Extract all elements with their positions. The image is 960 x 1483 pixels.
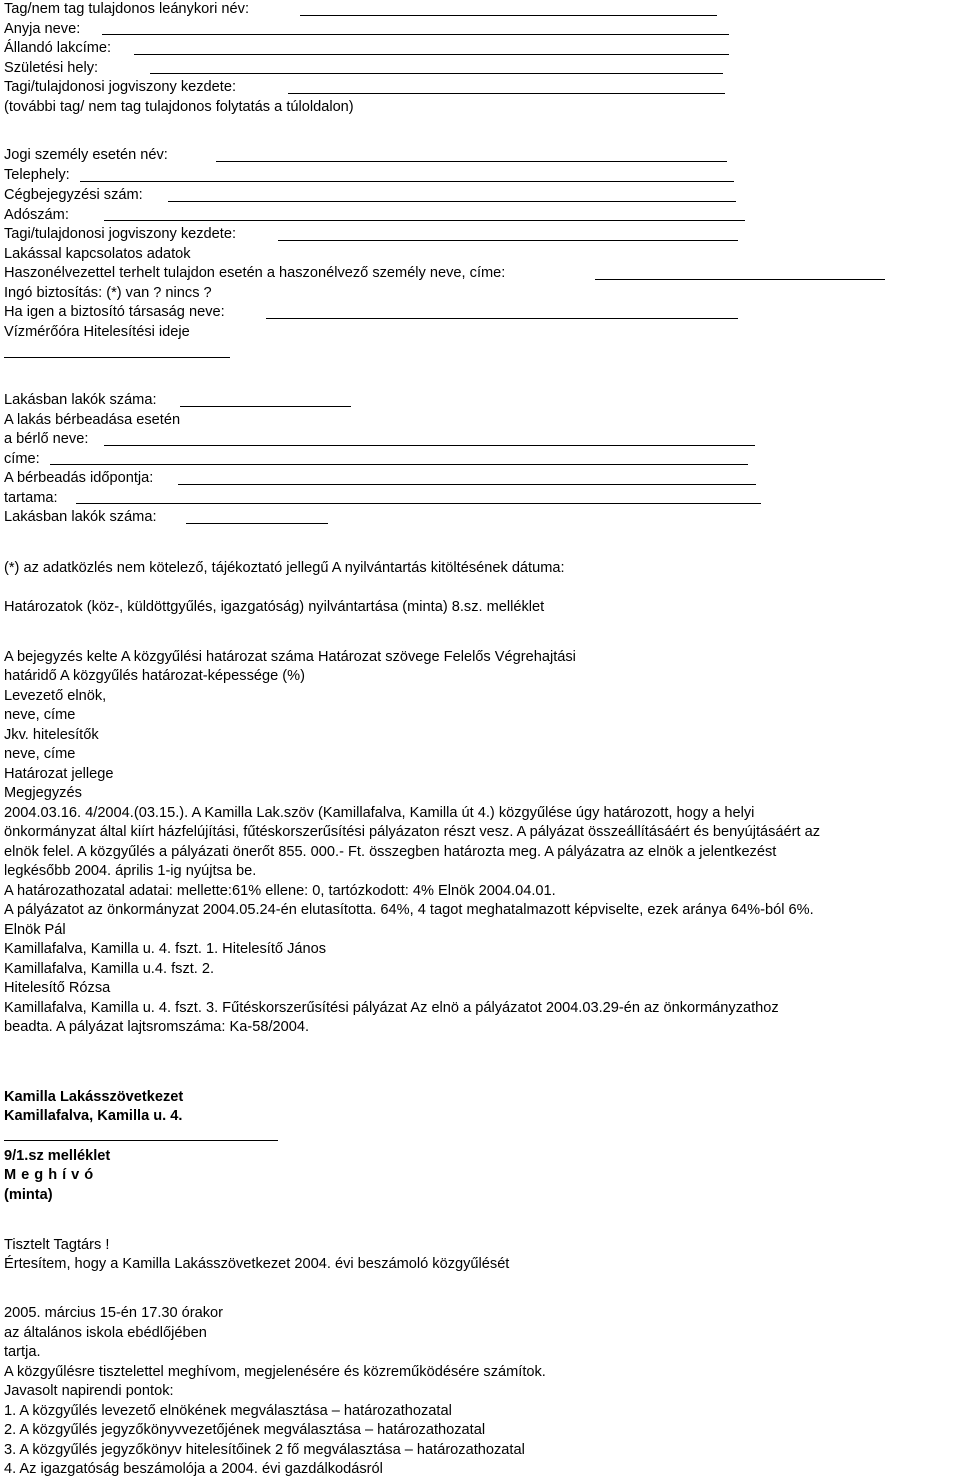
annex8-entry-line: A határozathozatal adatai: mellette:61% ellene: 0, tartózkodott: 4% Elnök 2004.04.01. <box>4 882 556 899</box>
field-blank-tenant-address[interactable] <box>50 464 748 465</box>
field-label-rental-duration: tartama: <box>4 489 58 506</box>
org-name: Kamilla Lakásszövetkezet <box>4 1088 184 1105</box>
field-blank-address[interactable] <box>134 54 729 55</box>
field-blank-maiden-name[interactable] <box>300 15 717 16</box>
annex8-entry-line: 2004.03.16. 4/2004.(03.15.). A Kamilla Lak.szöv (Kamillafalva, Kamilla út 4.) közgyűlése úgy határozott, hogy a helyi <box>4 804 755 821</box>
field-label-birthplace: Születési hely: <box>4 59 99 76</box>
annex8-entry-line: önkormányzat által kiírt házfelújítási, fűtéskorszerűsítési pályázaton részt vesz. A pályázat összeállításáért és benyújtásáért az <box>4 824 821 840</box>
field-label-tax-number: Adószám: <box>4 206 69 223</box>
invitation-subtitle: (minta) <box>4 1186 53 1203</box>
field-blank-tenant-name[interactable] <box>104 445 755 446</box>
annex8-entry-line: legkésőbb 2004. április 1-ig nyújtsa be. <box>4 863 257 879</box>
field-blank-rental-date[interactable] <box>178 484 756 485</box>
field-label-company-reg: Cégbejegyzési szám: <box>4 187 143 203</box>
field-blank-water-meter[interactable] <box>4 357 230 358</box>
agenda-item: 4. Az igazgatóság beszámolója a 2004. évi gazdálkodásról <box>4 1461 383 1477</box>
annex8-header-line: neve, címe <box>4 707 76 723</box>
rental-heading: A lakás bérbeadása esetén <box>4 411 181 428</box>
field-label-entity-membership-start: Tagi/tulajdonosi jogviszony kezdete: <box>4 226 237 242</box>
annex8-header-line: Jkv. hitelesítők <box>4 726 99 743</box>
field-label-insurance: Ingó biztosítás: (*) van ? nincs ? <box>4 284 212 301</box>
annex8-entry-line: beadta. A pályázat lajtsromszáma: Ka-58/2004. <box>4 1019 310 1035</box>
field-label-maiden-name: Tag/nem tag tulajdonos leánykori név: <box>4 1 250 17</box>
field-label-usufruct: Haszonélvezettel terhelt tulajdon esetén a haszonélvező személy neve, címe: <box>4 265 506 281</box>
intro-text: Értesítem, hogy a Kamilla Lakásszövetkezet 2004. évi beszámoló közgyűlését <box>4 1256 510 1272</box>
field-blank-tax-number[interactable] <box>104 220 745 221</box>
request-text: A közgyűlésre tisztelettel meghívom, megjelenésére és közreműködésére számítok. <box>4 1363 546 1380</box>
field-label-residents: Lakásban lakók száma: <box>4 392 157 408</box>
field-label-tenant-address: címe: <box>4 450 40 467</box>
field-label-membership-start: Tagi/tulajdonosi jogviszony kezdete: <box>4 79 237 95</box>
annex8-entry-line: elnök felel. A közgyűlés a pályázati önerőt 855. 000.- Ft. összegben határozta meg. A pályázatra az elnök a jelentkezést <box>4 843 777 860</box>
field-label-insurer: Ha igen a biztosító társaság neve: <box>4 304 225 320</box>
annex8-entry-line: Hitelesítő Rózsa <box>4 980 111 996</box>
agenda-item: 2. A közgyűlés jegyzőkönyvvezetőjének megválasztása – határozathozatal <box>4 1422 486 1438</box>
field-blank-birthplace[interactable] <box>150 73 723 74</box>
org-address: Kamillafalva, Kamilla u. 4. <box>4 1108 183 1124</box>
annex8-header-line: Megjegyzés <box>4 785 82 801</box>
field-label-site: Telephely: <box>4 167 70 183</box>
annex8-entry-line: Kamillafalva, Kamilla u. 4. fszt. 1. Hitelesítő János <box>4 941 327 957</box>
field-blank-residents[interactable] <box>180 406 351 407</box>
annex8-entry-line: A pályázatot az önkormányzat 2004.05.24-én elutasította. 64%, 4 tagot meghatalmazott képviselte, ezek aránya 64%-ból 6%. <box>4 902 814 918</box>
field-blank-residents-2[interactable] <box>186 523 328 524</box>
annex8-title: Határozatok (köz-, küldöttgyűlés, igazgatóság) nyilvántartása (minta) 8.sz. melléklet <box>4 598 545 615</box>
field-blank-entity-membership-start[interactable] <box>278 240 738 241</box>
separator-rule <box>4 1140 278 1141</box>
annex8-entry-line: Elnök Pál <box>4 921 66 938</box>
footnote: (*) az adatközlés nem kötelező, tájékoztató jellegű A nyilvántartás kitöltésének dátuma: <box>4 559 565 576</box>
agenda-item: 1. A közgyűlés levezető elnökének megválasztása – határozathozatal <box>4 1402 452 1419</box>
field-label-tenant-name: a bérlő neve: <box>4 431 89 447</box>
field-blank-membership-start[interactable] <box>288 93 725 94</box>
greeting: Tisztelt Tagtárs ! <box>4 1236 110 1253</box>
meeting-venue: az általános iskola ebédlőjében <box>4 1324 207 1341</box>
field-label-water-meter: Vízmérőóra Hitelesítési ideje <box>4 323 190 340</box>
invitation-title: Meghívó <box>4 1167 99 1183</box>
field-blank-usufruct[interactable] <box>595 279 885 280</box>
field-blank-insurer[interactable] <box>266 318 738 319</box>
field-label-entity-name: Jogi személy esetén név: <box>4 147 168 163</box>
agenda-label: Javasolt napirendi pontok: <box>4 1383 174 1399</box>
annex8-entry-line: Kamillafalva, Kamilla u.4. fszt. 2. <box>4 960 215 977</box>
meeting-date-time: 2005. március 15-én 17.30 órakor <box>4 1305 224 1321</box>
annex8-header-line: Levezető elnök, <box>4 687 107 704</box>
field-blank-site[interactable] <box>80 181 734 182</box>
agenda-item: 3. A közgyűlés jegyzőkönyv hitelesítőinek 2 fő megválasztása – határozathozatal <box>4 1441 525 1458</box>
annex8-header-line: neve, címe <box>4 746 76 762</box>
annex-number: 9/1.sz melléklet <box>4 1147 111 1164</box>
field-label-address: Állandó lakcíme: <box>4 40 112 56</box>
field-label-mother-name: Anyja neve: <box>4 20 81 37</box>
field-blank-entity-name[interactable] <box>216 161 727 162</box>
field-blank-mother-name[interactable] <box>102 34 729 35</box>
annex8-header-line: határidő A közgyűlés határozat-képessége (%) <box>4 668 305 684</box>
field-label-rental-date: A bérbeadás időpontja: <box>4 470 154 486</box>
field-blank-rental-duration[interactable] <box>76 503 761 504</box>
continuation-note: (további tag/ nem tag tulajdonos folytatás a túloldalon) <box>4 98 354 115</box>
holds-text: tartja. <box>4 1344 41 1360</box>
field-blank-company-reg[interactable] <box>168 201 736 202</box>
annex8-header-line: A bejegyzés kelte A közgyűlési határozat száma Határozat szövege Felelős Végrehajtási <box>4 648 576 665</box>
apartment-data-heading: Lakással kapcsolatos adatok <box>4 245 191 262</box>
field-label-residents-2: Lakásban lakók száma: <box>4 509 157 525</box>
annex8-header-line: Határozat jellege <box>4 765 114 782</box>
annex8-entry-line: Kamillafalva, Kamilla u. 4. fszt. 3. Fűtéskorszerűsítési pályázat Az elnö a pályázatot 2004.03.29-én az önkormányzathoz <box>4 999 779 1016</box>
